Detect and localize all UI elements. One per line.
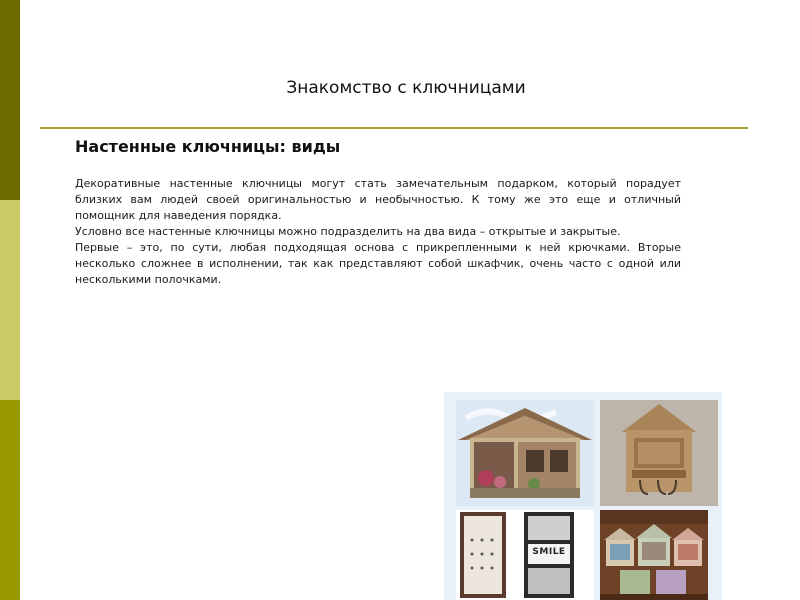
title-divider — [40, 127, 748, 129]
paragraph: Первые – это, по сути, любая подходящая основа с прикрепленными к ней крючками. Вторые несколько сложнее в исполнении, так как представляют собой шкафчик, очень часто с одной или несколькими полочками. — [75, 241, 681, 286]
paragraph: Условно все настенные ключницы можно подразделить на два вида – открытые и закрытые. — [75, 225, 621, 238]
paragraph: Декоративные настенные ключницы могут стать замечательным подарком, который порадует близких вам людей своей оригинальностью и необычностью. К тому же это еще и отличный помощник для наведения порядка. — [75, 177, 681, 222]
sidebar-segment-middle — [0, 200, 20, 400]
photo-decoupage-key-holders — [600, 510, 708, 600]
section-heading: Настенные ключницы: виды — [75, 137, 341, 156]
photo-cabinet-key-holder — [456, 510, 594, 600]
sidebar-segment-top — [0, 0, 20, 200]
body-text — [75, 176, 681, 288]
photo-carved-key-holder — [600, 400, 718, 506]
sidebar-segment-bottom — [0, 400, 20, 600]
slide-title: Знакомство с ключницами — [286, 78, 526, 98]
photo-house-key-holder — [456, 400, 594, 506]
key-holders-photo-collage — [444, 392, 722, 600]
smile-sign-text: SMILE — [532, 547, 566, 557]
